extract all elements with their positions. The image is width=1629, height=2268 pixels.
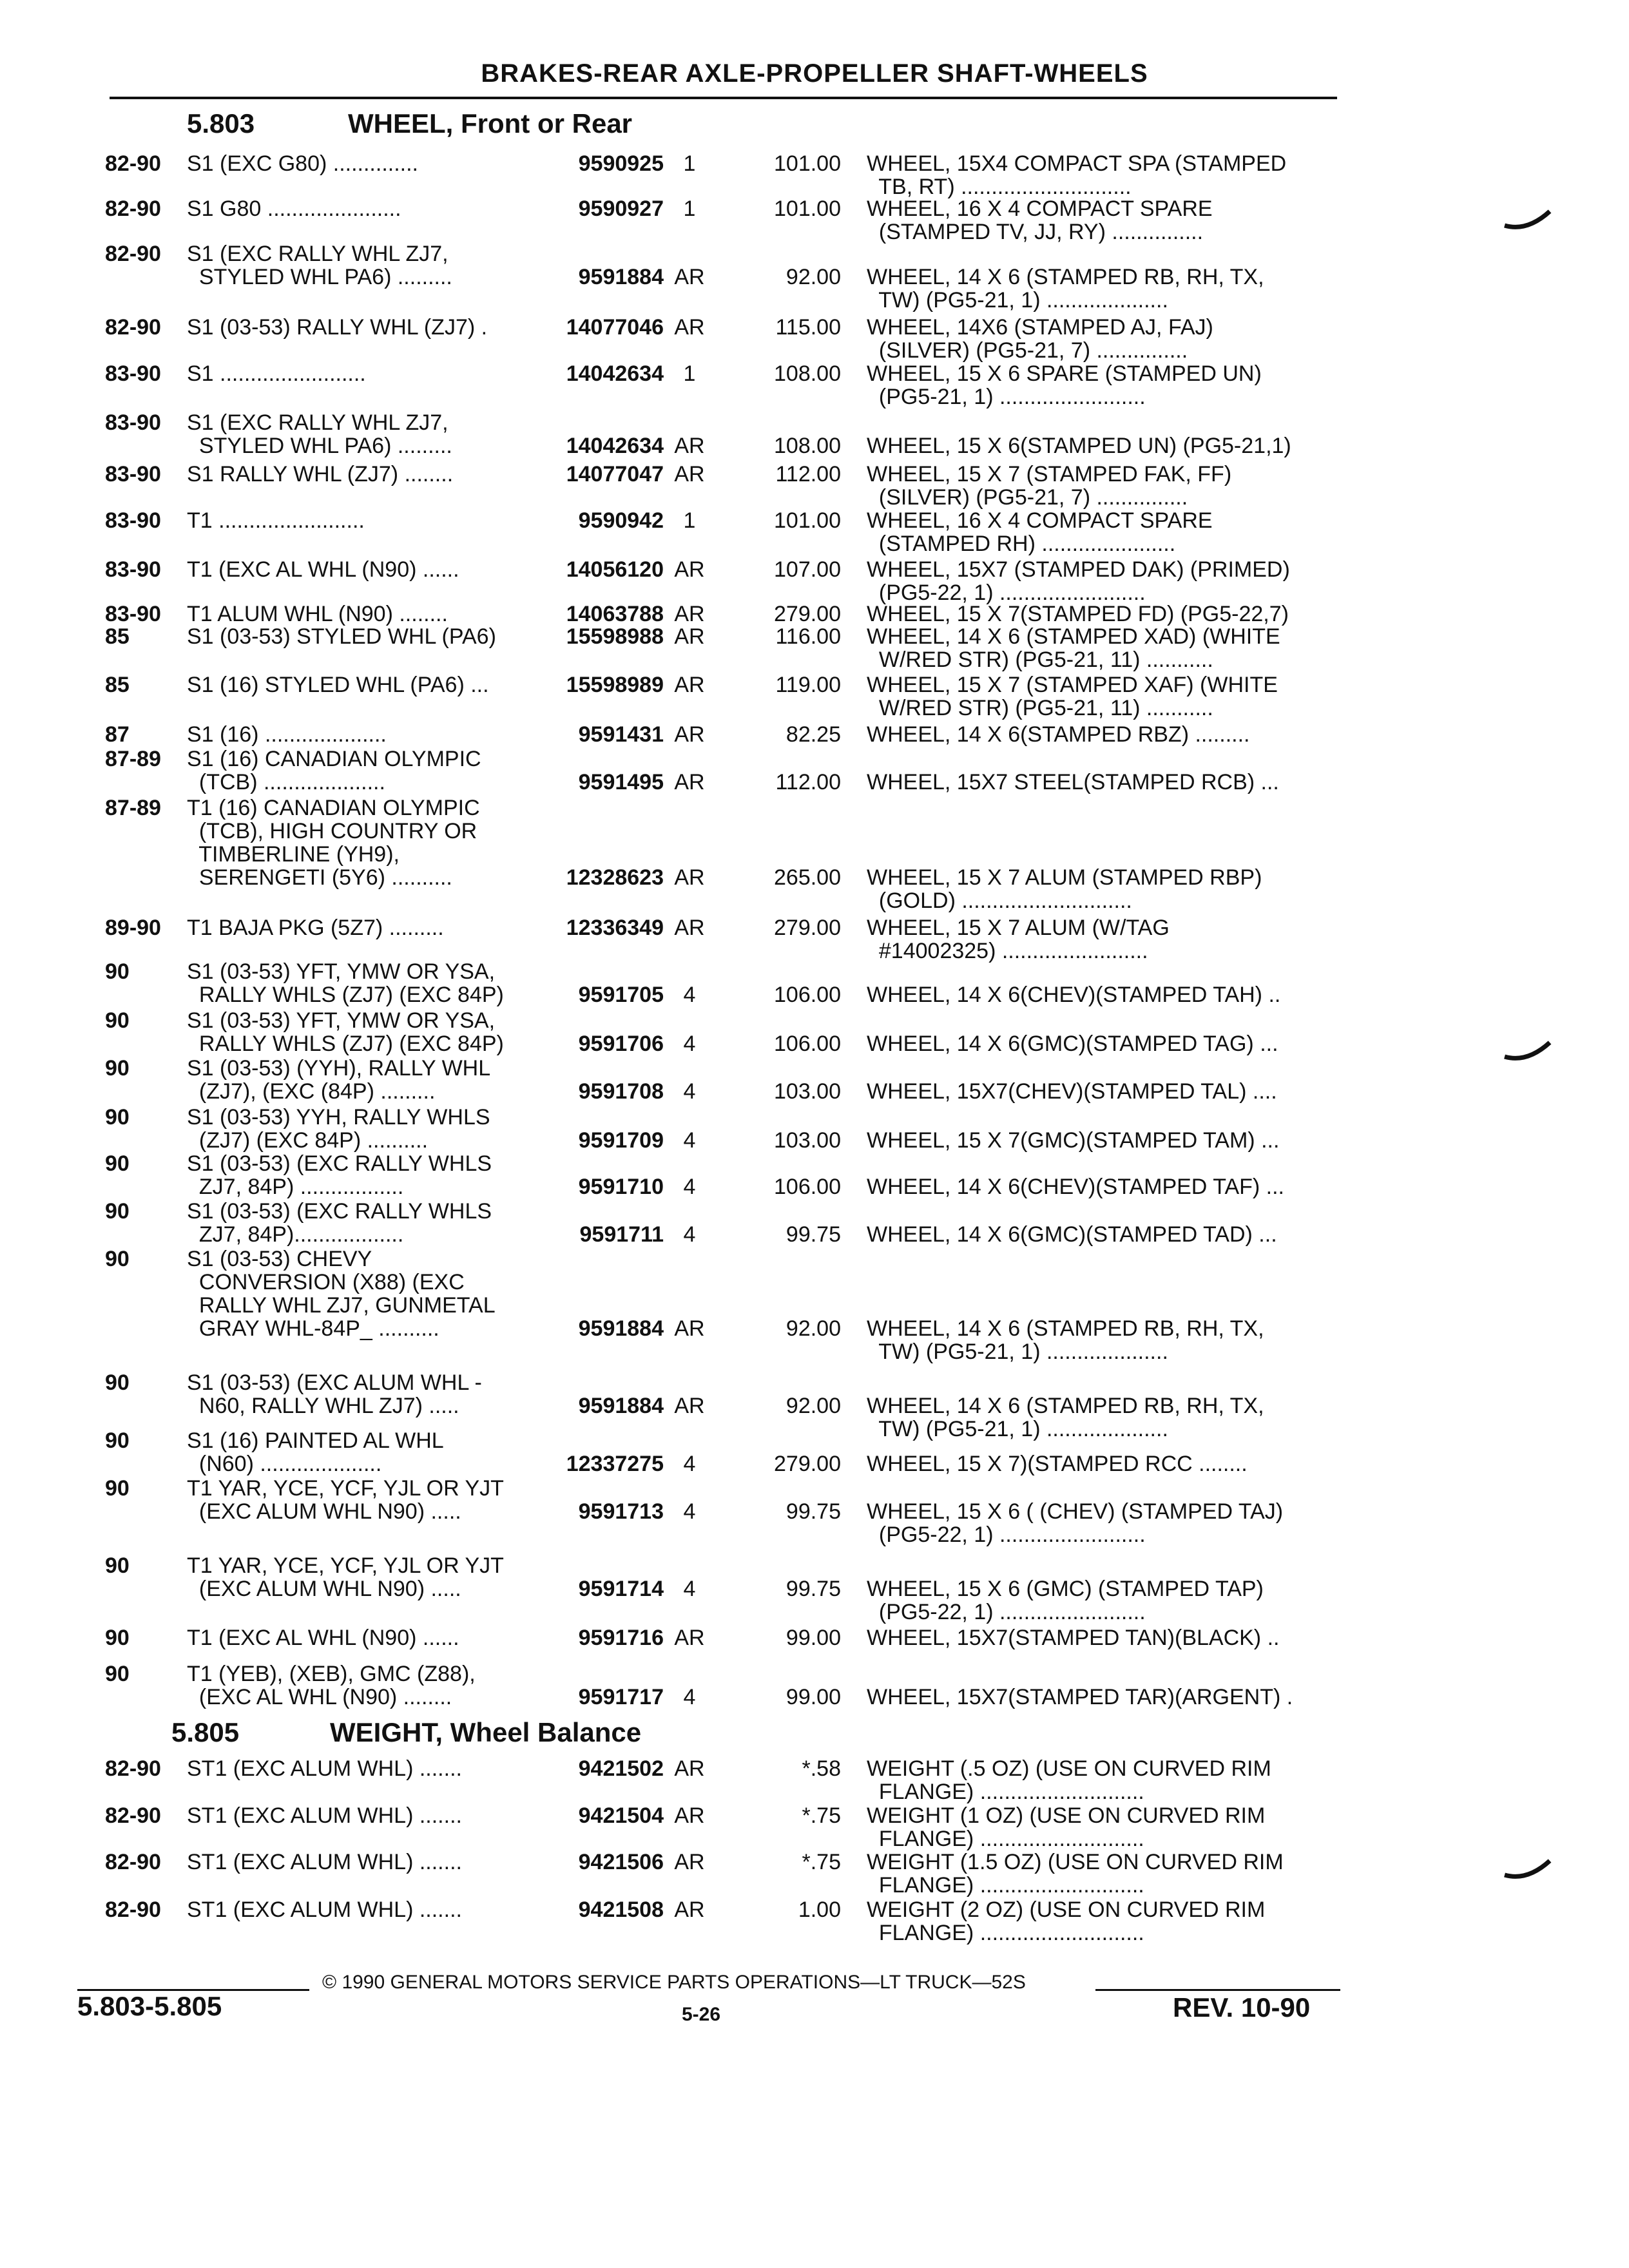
price: 99.75 [786,1499,841,1524]
part-description: WHEEL, 15X7 (STAMPED DAK) (PRIMED) (PG5-22, 1) ........................ [867,557,1290,605]
quantity: 4 [683,1222,696,1247]
quantity: AR [674,1626,705,1650]
section-title: WEIGHT, Wheel Balance [330,1717,642,1747]
part-number: 9591717 [578,1685,664,1709]
application-description: T1 YAR, YCE, YCF, YJL OR YJT (EXC ALUM WHL N90) ..... [187,1553,504,1601]
part-number: 9590942 [578,508,664,533]
part-number: 9591711 [579,1222,664,1247]
part-description: WHEEL, 15 X 7 ALUM (STAMPED RBP) (GOLD) ............................ [867,865,1262,913]
part-description: WHEEL, 14 X 6(GMC)(STAMPED TAG) ... [867,1032,1278,1056]
price: 112.00 [775,770,841,794]
part-number: 15598989 [566,673,664,697]
price: 116.00 [775,624,841,649]
model-year: 82-90 [105,151,161,176]
model-year: 83-90 [105,410,161,435]
model-year: 87-89 [105,747,161,771]
model-year: 90 [105,1247,130,1271]
price: 265.00 [774,865,841,890]
footer-section-range: 5.803-5.805 [77,1991,222,2021]
footer-page-number: 5-26 [682,2004,721,2025]
quantity: 4 [683,983,696,1007]
application-description: S1 (16) .................... [187,722,387,747]
part-number: 9591710 [578,1175,664,1199]
price: 101.00 [774,151,841,176]
quantity: 4 [683,1175,696,1199]
price: 99.75 [786,1577,841,1601]
application-description: S1 (03-53) (EXC RALLY WHLS ZJ7, 84P).................. [187,1199,492,1247]
model-year: 90 [105,1199,130,1224]
price: 108.00 [774,434,841,458]
section-number: 5.805 [171,1717,240,1747]
part-description: WEIGHT (.5 OZ) (USE ON CURVED RIM FLANGE) ........................... [867,1756,1271,1804]
quantity: AR [674,1316,705,1341]
model-year: 82-90 [105,1756,161,1781]
price: 279.00 [774,602,841,626]
part-description: WHEEL, 14X6 (STAMPED AJ, FAJ) (SILVER) (PG5-21, 7) ............... [867,315,1213,363]
quantity: AR [674,1898,705,1922]
price: *.75 [802,1850,841,1874]
part-description: WHEEL, 14 X 6 (STAMPED XAD) (WHITE W/RED STR) (PG5-21, 11) ........... [867,624,1280,672]
price: *.75 [802,1803,841,1828]
price: 99.00 [786,1685,841,1709]
part-number: 9421504 [578,1803,664,1828]
model-year: 90 [105,1626,130,1650]
price: 101.00 [774,197,841,221]
part-number: 9591714 [578,1577,664,1601]
part-number: 9591705 [578,983,664,1007]
price: 103.00 [774,1079,841,1104]
application-description: S1 (16) CANADIAN OLYMPIC (TCB) .................... [187,747,481,794]
quantity: 4 [683,1499,696,1524]
application-description: S1 (03-53) (EXC ALUM WHL - N60, RALLY WHL ZJ7) ..... [187,1370,482,1418]
model-year: 82-90 [105,1898,161,1922]
price: 119.00 [775,673,841,697]
quantity: 4 [683,1685,696,1709]
model-year: 83-90 [105,557,161,582]
part-description: WEIGHT (1 OZ) (USE ON CURVED RIM FLANGE) ........................... [867,1803,1266,1851]
price: 107.00 [774,557,841,582]
quantity: 4 [683,1079,696,1104]
quantity: AR [674,1803,705,1828]
price: 108.00 [774,361,841,386]
model-year: 82-90 [105,1803,161,1828]
model-year: 90 [105,1151,130,1176]
quantity: AR [674,1850,705,1874]
part-description: WHEEL, 15 X 7 (STAMPED XAF) (WHITE W/RED STR) (PG5-21, 11) ........... [867,673,1278,720]
part-number: 9421506 [578,1850,664,1874]
price: 1.00 [798,1898,841,1922]
quantity: 4 [683,1032,696,1056]
application-description: S1 (16) STYLED WHL (PA6) ... [187,673,489,697]
application-description: T1 ALUM WHL (N90) ........ [187,602,448,626]
application-description: S1 RALLY WHL (ZJ7) ........ [187,462,454,486]
price: 92.00 [786,1394,841,1418]
page-header-title: BRAKES-REAR AXLE-PROPELLER SHAFT-WHEELS [481,59,1148,88]
model-year: 87 [105,722,130,747]
part-description: WHEEL, 15X4 COMPACT SPA (STAMPED TB, RT) ............................ [867,151,1287,199]
application-description: T1 (YEB), (XEB), GMC (Z88), (EXC AL WHL (N90) ........ [187,1662,476,1709]
application-description: S1 G80 ...................... [187,197,401,221]
model-year: 82-90 [105,315,161,340]
model-year: 82-90 [105,197,161,221]
quantity: AR [674,1756,705,1781]
model-year: 82-90 [105,1850,161,1874]
application-description: T1 YAR, YCE, YCF, YJL OR YJT (EXC ALUM WHL N90) ..... [187,1476,504,1524]
part-description: WHEEL, 15 X 6 ( (CHEV) (STAMPED TAJ) (PG5-22, 1) ........................ [867,1499,1284,1547]
part-number: 9591884 [578,1394,664,1418]
application-description: ST1 (EXC ALUM WHL) ....... [187,1756,462,1781]
application-description: T1 (EXC AL WHL (N90) ...... [187,557,459,582]
part-number: 9421508 [578,1898,664,1922]
price: 115.00 [775,315,841,340]
model-year: 90 [105,1662,130,1686]
part-description: WHEEL, 14 X 6 (STAMPED RB, RH, TX, TW) (PG5-21, 1) .................... [867,265,1264,312]
price: *.58 [802,1756,841,1781]
price: 112.00 [775,462,841,486]
quantity: AR [674,602,705,626]
price: 106.00 [774,1175,841,1199]
part-number: 9591709 [578,1128,664,1153]
footer-copyright: © 1990 GENERAL MOTORS SERVICE PARTS OPERATIONS—LT TRUCK—52S [322,1972,1026,1993]
price: 99.00 [786,1626,841,1650]
part-description: WHEEL, 15 X 6 SPARE (STAMPED UN) (PG5-21, 1) ........................ [867,361,1262,409]
model-year: 90 [105,959,130,984]
model-year: 90 [105,1105,130,1129]
model-year: 90 [105,1008,130,1033]
part-description: WHEEL, 15X7 STEEL(STAMPED RCB) ... [867,770,1279,794]
part-description: WHEEL, 15X7(STAMPED TAN)(BLACK) .. [867,1626,1280,1650]
application-description: S1 (03-53) (EXC RALLY WHLS ZJ7, 84P) ................. [187,1151,492,1199]
page-mark-icon [1501,206,1553,238]
part-number: 14077046 [566,315,664,340]
model-year: 83-90 [105,462,161,486]
part-number: 9590927 [578,197,664,221]
application-description: ST1 (EXC ALUM WHL) ....... [187,1898,462,1922]
quantity: AR [674,462,705,486]
quantity: AR [674,557,705,582]
quantity: 1 [683,151,696,176]
model-year: 89-90 [105,916,161,940]
part-number: 9421502 [578,1756,664,1781]
part-description: WHEEL, 15X7(CHEV)(STAMPED TAL) .... [867,1079,1277,1104]
part-number: 9591713 [578,1499,664,1524]
application-description: S1 (EXC G80) .............. [187,151,418,176]
quantity: AR [674,722,705,747]
part-description: WHEEL, 14 X 6(STAMPED RBZ) ......... [867,722,1250,747]
application-description: S1 (EXC RALLY WHL ZJ7, STYLED WHL PA6) ......... [187,410,452,458]
application-description: S1 (03-53) (YYH), RALLY WHL (ZJ7), (EXC (84P) ......... [187,1056,491,1104]
price: 106.00 [774,983,841,1007]
price: 92.00 [786,1316,841,1341]
quantity: 1 [683,197,696,221]
part-description: WHEEL, 15 X 7)(STAMPED RCC ........ [867,1452,1248,1476]
quantity: AR [674,916,705,940]
part-number: 14042634 [566,361,664,386]
part-description: WHEEL, 15 X 7(GMC)(STAMPED TAM) ... [867,1128,1280,1153]
model-year: 87-89 [105,796,161,820]
part-description: WHEEL, 15 X 6(STAMPED UN) (PG5-21,1) [867,434,1291,458]
price: 92.00 [786,265,841,289]
quantity: 1 [683,361,696,386]
price: 279.00 [774,916,841,940]
price: 106.00 [774,1032,841,1056]
model-year: 83-90 [105,602,161,626]
application-description: S1 (03-53) CHEVY CONVERSION (X88) (EXC RALLY WHL ZJ7, GUNMETAL GRAY WHL-84P_ .......... [187,1247,496,1341]
part-number: 12337275 [566,1452,664,1476]
application-description: ST1 (EXC ALUM WHL) ....... [187,1803,462,1828]
quantity: AR [674,434,705,458]
part-number: 9591431 [578,722,664,747]
part-description: WEIGHT (2 OZ) (USE ON CURVED RIM FLANGE) ........................... [867,1898,1266,1945]
part-number: 14077047 [566,462,664,486]
model-year: 85 [105,624,130,649]
part-description: WHEEL, 15 X 7(STAMPED FD) (PG5-22,7) [867,602,1289,626]
quantity: 4 [683,1128,696,1153]
quantity: 4 [683,1452,696,1476]
part-number: 9591884 [578,1316,664,1341]
part-number: 12328623 [566,865,664,890]
application-description: T1 (EXC AL WHL (N90) ...... [187,1626,459,1650]
part-description: WHEEL, 15 X 7 (STAMPED FAK, FF) (SILVER) (PG5-21, 7) ............... [867,462,1232,510]
quantity: AR [674,315,705,340]
part-number: 9591708 [578,1079,664,1104]
application-description: T1 (16) CANADIAN OLYMPIC (TCB), HIGH COUNTRY OR TIMBERLINE (YH9), SERENGETI (5Y6) .......... [187,796,480,890]
application-description: S1 (03-53) RALLY WHL (ZJ7) . [187,315,488,340]
quantity: AR [674,265,705,289]
page-mark-icon [1501,1037,1553,1070]
header-rule [110,97,1337,99]
price: 99.75 [786,1222,841,1247]
application-description: S1 (03-53) STYLED WHL (PA6) [187,624,496,649]
part-number: 14056120 [566,557,664,582]
price: 82.25 [786,722,841,747]
part-number: 14042634 [566,434,664,458]
quantity: AR [674,1394,705,1418]
model-year: 90 [105,1553,130,1578]
application-description: S1 (03-53) YFT, YMW OR YSA, RALLY WHLS (ZJ7) (EXC 84P) [187,1008,504,1056]
part-description: WHEEL, 16 X 4 COMPACT SPARE (STAMPED RH) ...................... [867,508,1213,556]
model-year: 90 [105,1056,130,1081]
part-description: WHEEL, 14 X 6 (STAMPED RB, RH, TX, TW) (PG5-21, 1) .................... [867,1316,1264,1364]
part-number: 12336349 [566,916,664,940]
part-description: WHEEL, 16 X 4 COMPACT SPARE (STAMPED TV, JJ, RY) ............... [867,197,1213,244]
model-year: 83-90 [105,361,161,386]
application-description: S1 (03-53) YYH, RALLY WHLS (ZJ7) (EXC 84P) .......... [187,1105,490,1153]
model-year: 90 [105,1370,130,1395]
price: 103.00 [774,1128,841,1153]
part-number: 9591884 [578,265,664,289]
quantity: 1 [683,508,696,533]
model-year: 85 [105,673,130,697]
quantity: AR [674,770,705,794]
part-description: WHEEL, 15X7(STAMPED TAR)(ARGENT) . [867,1685,1293,1709]
quantity: 4 [683,1577,696,1601]
page-mark-icon [1501,1856,1553,1888]
part-number: 9590925 [578,151,664,176]
application-description: T1 ........................ [187,508,365,533]
application-description: S1 (03-53) YFT, YMW OR YSA, RALLY WHLS (ZJ7) (EXC 84P) [187,959,504,1007]
footer-revision: REV. 10-90 [1173,1992,1311,2023]
part-description: WHEEL, 14 X 6 (STAMPED RB, RH, TX, TW) (PG5-21, 1) .................... [867,1394,1264,1441]
part-number: 15598988 [566,624,664,649]
part-description: WHEEL, 15 X 7 ALUM (W/TAG #14002325) ........................ [867,916,1170,963]
part-number: 14063788 [566,602,664,626]
part-description: WHEEL, 14 X 6(GMC)(STAMPED TAD) ... [867,1222,1277,1247]
section-number: 5.803 [187,108,255,139]
model-year: 90 [105,1476,130,1501]
quantity: AR [674,624,705,649]
price: 101.00 [774,508,841,533]
price: 279.00 [774,1452,841,1476]
application-description: S1 ........................ [187,361,366,386]
application-description: T1 BAJA PKG (5Z7) ......... [187,916,444,940]
part-number: 9591706 [578,1032,664,1056]
part-description: WHEEL, 14 X 6(CHEV)(STAMPED TAH) .. [867,983,1281,1007]
footer-rule [1095,1989,1340,1991]
part-description: WHEEL, 15 X 6 (GMC) (STAMPED TAP) (PG5-22, 1) ........................ [867,1577,1264,1624]
model-year: 83-90 [105,508,161,533]
part-number: 9591716 [578,1626,664,1650]
application-description: S1 (16) PAINTED AL WHL (N60) .................... [187,1428,444,1476]
quantity: AR [674,673,705,697]
part-number: 9591495 [578,770,664,794]
part-description: WEIGHT (1.5 OZ) (USE ON CURVED RIM FLANGE) ........................... [867,1850,1284,1898]
model-year: 90 [105,1428,130,1453]
application-description: S1 (EXC RALLY WHL ZJ7, STYLED WHL PA6) ......... [187,242,452,289]
part-description: WHEEL, 14 X 6(CHEV)(STAMPED TAF) ... [867,1175,1284,1199]
section-title: WHEEL, Front or Rear [348,108,633,139]
model-year: 82-90 [105,242,161,266]
application-description: ST1 (EXC ALUM WHL) ....... [187,1850,462,1874]
quantity: AR [674,865,705,890]
